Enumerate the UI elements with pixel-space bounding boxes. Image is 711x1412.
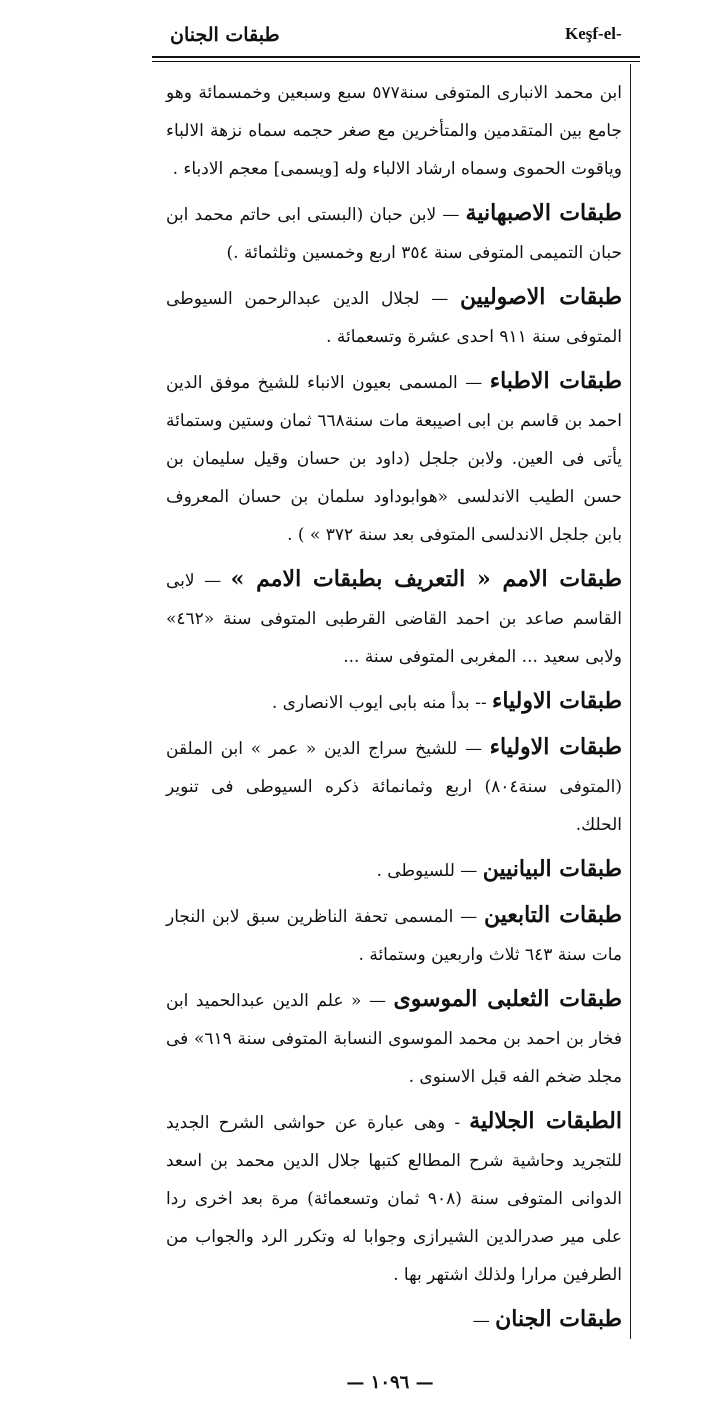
entry-title: طبقات الاصبهانية xyxy=(465,200,623,226)
entry-body: — لابى القاسم صاعد بن احمد القاضى القرطبى المتوفى سنة «٤٦٢» ولابى سعيد ... المغربى المتوفى سنة ... xyxy=(166,571,622,667)
entry-title: طبقات الثعلبى الموسوى xyxy=(393,986,622,1012)
header-rule-top xyxy=(152,56,640,58)
entry-title: طبقات الاصوليين xyxy=(459,284,622,310)
entry xyxy=(166,980,622,1096)
intro-text: ابن محمد الانبارى المتوفى سنة٥٧٧ سبع وسبعين وخمسمائة وهو جامع بين المتقدمين والمتأخرين مع صغر حجمه سماه نزهة الالباء وياقوت الحموى وسماه ارشاد الالباء وله [ويسمى] معجم الادباء . xyxy=(166,83,623,179)
entry xyxy=(166,560,622,676)
entry xyxy=(166,278,622,356)
entry-body: — « علم الدين عبدالحميد ابن فخار بن احمد بن محمد الموسوى النسابة المتوفى سنة ٦١٩» فى مجلد ضخم الفه قبل الاسنوى . xyxy=(166,991,622,1087)
entry xyxy=(166,896,622,974)
entry xyxy=(166,850,622,890)
entry xyxy=(166,1102,622,1294)
column-rule xyxy=(630,64,631,1339)
page-body xyxy=(166,74,622,1346)
header-rule-bottom xyxy=(152,61,640,62)
entry-title: طبقات البيانيين xyxy=(482,856,622,882)
intro-paragraph xyxy=(166,74,622,188)
entry-body: — للشيخ سراج الدين « عمر » ابن الملقن (المتوفى سنة٨٠٤) اربع وثمانمائة ذكره السيوطى فى تنوير الحلك. xyxy=(166,739,622,835)
entry-title: طبقات الاولياء xyxy=(491,688,622,714)
running-head-latin: Keşf-el- xyxy=(565,24,622,43)
entry-title: طبقات التابعين xyxy=(483,902,622,928)
entry-body: — لابن حبان (البستى ابى حاتم محمد ابن حبان التميمى المتوفى سنة ٣٥٤ اربع وخمسين وثلثمائة .) xyxy=(166,205,622,263)
entry-body: — لجلال الدين عبدالرحمن السيوطى المتوفى سنة ٩١١ احدى عشرة وتسعمائة . xyxy=(166,289,622,347)
entry-title: الطبقات الجلالية xyxy=(469,1108,623,1134)
entry xyxy=(166,362,622,554)
entry xyxy=(166,682,622,722)
entry-title: طبقات الاطباء xyxy=(489,368,622,394)
entry-title: طبقات الامم « التعريف بطبقات الامم » xyxy=(230,566,623,592)
entry-body: -- بدأ منه بابى ايوب الانصارى . xyxy=(271,693,487,713)
entry xyxy=(166,1300,622,1340)
entry-body: — المسمى بعيون الانباء للشيخ موفق الدين احمد بن قاسم بن ابى اصيبعة مات سنة٦٦٨ ثمان وستين وستمائة يأتى فى العين. ولابن جلجل (داود بن حسان وقيل سليمان بن حسن الطيب الاندلسى «هوابوداود سلمان بن حسان المعروف بابن جلجل الاندلسى المتوفى بعد سنة ٣٧٢ » ) . xyxy=(166,373,623,545)
entry-title: طبقات الاولياء xyxy=(489,734,622,760)
entry-body: — للسيوطى . xyxy=(376,861,478,881)
running-head-arabic: طبقات الجنان xyxy=(170,24,280,46)
entry-title: طبقات الجنان xyxy=(495,1306,622,1332)
page-number: — ١٠٩٦ — xyxy=(346,1372,434,1393)
entry xyxy=(166,728,622,844)
entry xyxy=(166,194,622,272)
entry-body: - وهى عبارة عن حواشى الشرح الجديد للتجريد وحاشية شرح المطالع كتبها جلال الدين محمد بن اسعد الدوانى المتوفى سنة (٩٠٨ ثمان وتسعمائة) مرة بعد اخرى ردا على مير صدرالدين الشيرازى وجوابا له وتكرر الرد والجواب من الطرفين مرارا ولذلك اشتهر بها . xyxy=(166,1113,622,1285)
entry-body: — المسمى تحفة الناظرين سبق لابن النجار مات سنة ٦٤٣ ثلاث واربعين وستمائة . xyxy=(166,907,622,965)
entry-body: — xyxy=(472,1311,490,1331)
